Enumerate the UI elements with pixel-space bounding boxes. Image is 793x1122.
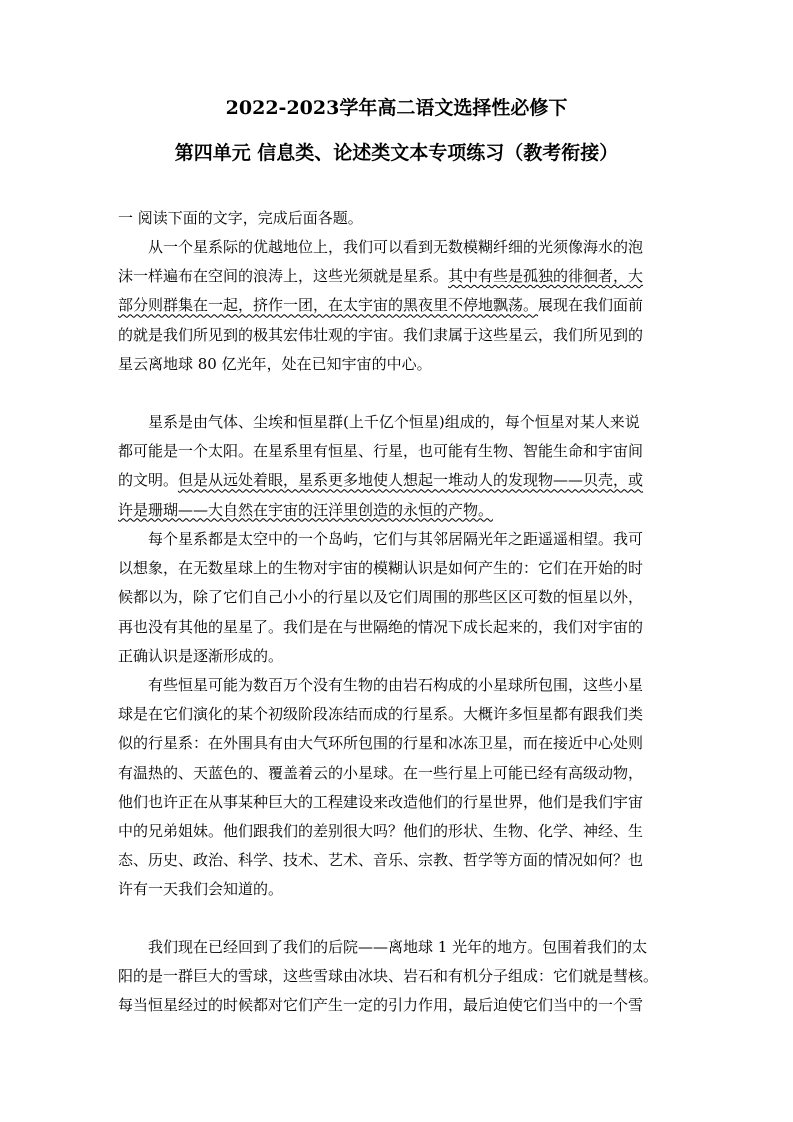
text-line xyxy=(118,759,678,788)
text-line xyxy=(118,729,678,758)
text-run: 阳的是一群巨大的雪球，这些雪球由冰块、岩石和有机分子组成：它们就是彗核。 xyxy=(118,967,659,986)
text-run: 沫一样遍布在空间的浪涛上，这些光须就是星系。 xyxy=(118,267,449,286)
text-line xyxy=(118,671,678,700)
text-run: 中的兄弟姐妹。他们跟我们的差别很大吗？他们的形状、生物、化学、神经、生 xyxy=(118,821,644,840)
text-line xyxy=(118,233,678,262)
text-run: 再也没有其他的星星了。我们是在与世隔绝的情况下成长起来的，我们对宇宙的 xyxy=(118,617,644,636)
text-line xyxy=(118,466,678,495)
text-run: 的文明。 xyxy=(118,471,179,490)
paragraph-2 xyxy=(118,408,678,525)
text-run: 以想象，在无数星球上的生物对宇宙的模糊认识是如何产生的：它们在开始的时 xyxy=(118,559,644,578)
section-heading xyxy=(118,204,678,233)
text-line xyxy=(118,817,678,846)
text-line xyxy=(118,321,678,350)
text-line xyxy=(118,788,678,817)
text-line xyxy=(118,554,678,583)
paragraph-3 xyxy=(118,525,678,671)
paragraph-5 xyxy=(118,933,678,1021)
text-line xyxy=(118,496,678,525)
text-line xyxy=(118,583,678,612)
text-run: 他们也许正在从事某种巨大的工程建设来改造他们的行星世界，他们是我们宇宙 xyxy=(118,792,644,811)
wavy-underlined-text: 但是从远处着眼，星系更多地使人想起一堆动人的发现物——贝壳，或 xyxy=(178,471,644,490)
paragraph-1 xyxy=(118,233,678,379)
text-run: 正确认识是逐渐形成的。 xyxy=(118,646,284,665)
text-line xyxy=(118,262,678,291)
text-line xyxy=(118,642,678,671)
text-run: 星系是由气体、尘埃和恒星群(上千亿个恒星)组成的，每个恒星对某人来说 xyxy=(118,413,640,431)
section-heading-text: 一 阅读下面的文字，完成后面各题。 xyxy=(118,209,363,227)
document-subtitle: 第四单元 信息类、论述类文本专项练习（教考衔接） xyxy=(174,142,619,164)
text-run: 有些恒星可能为数百万个没有生物的由岩石构成的小星球所包围，这些小星 xyxy=(118,676,644,694)
text-line xyxy=(118,437,678,466)
paragraph-4 xyxy=(118,671,678,905)
text-line xyxy=(118,525,678,554)
text-run: 候都以为，除了它们自己小小的行星以及它们周围的那些区区可数的恒星以外， xyxy=(118,588,644,607)
text-run: 许有一天我们会知道的。 xyxy=(118,880,284,899)
text-line xyxy=(118,962,678,991)
wavy-underlined-text: 其中有些是孤独的徘徊者，大 xyxy=(448,267,644,286)
text-run: 星云离地球 80 亿光年，处在已知宇宙的中心。 xyxy=(118,354,432,373)
text-run: 每当恒星经过的时候都对它们产生一定的引力作用，最后迫使它们当中的一个雪 xyxy=(118,996,644,1015)
text-run: 球是在它们演化的某个初级阶段冻结而成的行星系。大概许多恒星都有跟我们类 xyxy=(118,705,644,724)
text-line xyxy=(118,408,678,437)
text-run: 展现在我们面前 xyxy=(538,296,644,315)
text-run: 有温热的、天蓝色的、覆盖着云的小星球。在一些行星上可能已经有高级动物， xyxy=(118,763,644,782)
text-line xyxy=(118,613,678,642)
text-run: 从一个星系际的优越地位上，我们可以看到无数模糊纤细的光须像海水的泡 xyxy=(118,238,644,256)
wavy-underlined-text: 许是珊瑚——大自然在宇宙的汪洋里创造的永恒的产物。 xyxy=(118,500,494,519)
text-line xyxy=(118,846,678,875)
text-line xyxy=(118,291,678,320)
wavy-underlined-text: 部分则群集在一起，挤作一团，在太宇宙的黑夜里不停地飘荡。 xyxy=(118,296,539,315)
text-line xyxy=(118,991,678,1020)
text-run: 每个星系都是太空中的一个岛屿，它们与其邻居隔光年之距遥遥相望。我可 xyxy=(118,530,644,548)
document-title: 2022-2023学年高二语文选择性必修下 xyxy=(225,97,568,119)
text-line xyxy=(118,700,678,729)
text-run: 似的行星系：在外围具有由大气环所包围的行星和冰冻卫星，而在接近中心处则 xyxy=(118,734,644,753)
text-run: 态、历史、政治、科学、技术、艺术、音乐、宗教、哲学等方面的情况如何？也 xyxy=(118,851,644,870)
text-run: 的就是我们所见到的极其宏伟壮观的宇宙。我们隶属于这些星云，我们所见到的 xyxy=(118,325,644,344)
text-line xyxy=(118,933,678,962)
text-line xyxy=(118,875,678,904)
text-run: 我们现在已经回到了我们的后院——离地球 1 光年的地方。包围着我们的太 xyxy=(118,938,648,956)
text-line xyxy=(118,350,678,379)
text-run: 都可能是一个太阳。在星系里有恒星、行星，也可能有生物、智能生命和宇宙间 xyxy=(118,442,644,461)
